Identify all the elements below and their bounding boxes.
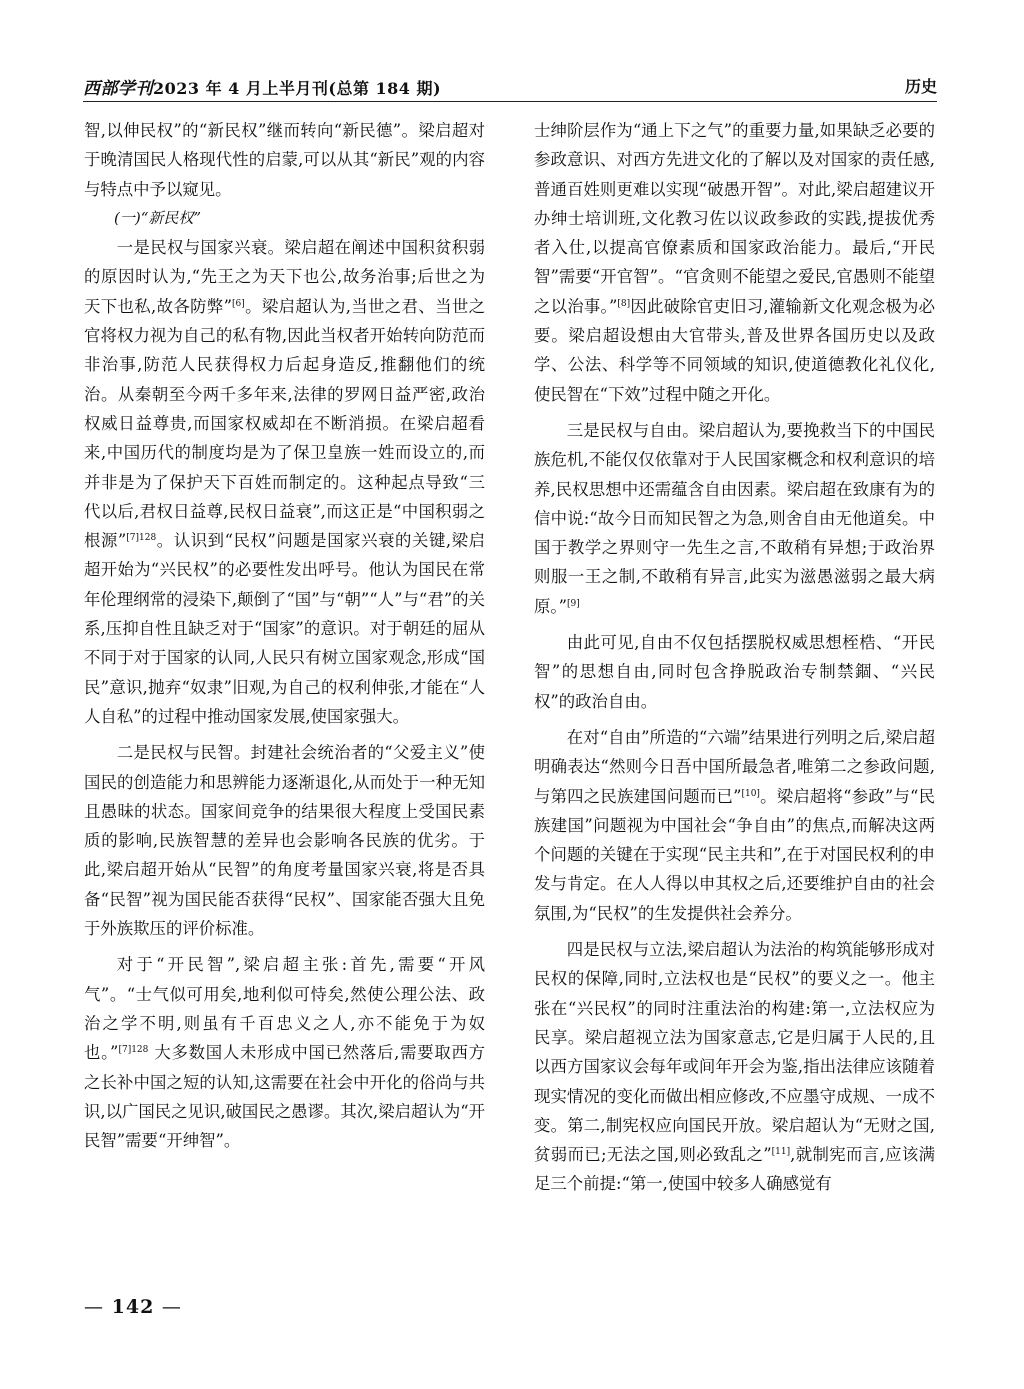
- citation: [7]128: [126, 533, 157, 544]
- footer-dash-right: —: [161, 1296, 182, 1318]
- paragraph: 士绅阶层作为“通上下之气”的重要力量,如果缺乏必要的参政意识、对西方先进文化的了解以及对国家的责任感,普通百姓则更难以实现“破愚开智”。对此,梁启超建议开办绅士培训班,文化教习佐以议政参政的实践,提拔优秀者入仕,以提高官僚素质和国家政治能力。最后,“开民智”需要“开官智”。“官贪则不能望之爱民,官愚则不能望之以治事。”[8]因此破除官吏旧习,灌输新文化观念极为必要。梁启超设想由大官带头,普及世界各国历史以及政学、公法、科学等不同领域的知识,使道德教化礼仪化,使民智在“下效”过程中随之开化。: [534, 121, 935, 404]
- header-rule: [83, 101, 937, 102]
- citation: [9]: [566, 598, 580, 609]
- paragraph: 四是民权与立法,梁启超认为法治的构筑能够形成对民权的保障,同时,立法权也是“民权”的要义之一。他主张在“兴民权”的同时注重法治的构建:第一,立法权应为民享。梁启超视立法为国家意志,它是归属于人民的,且以西方国家议会每年或间年开会为鉴,指出法律应该随着现实情况的变化而做出相应修改,不应墨守成规、一成不变。第二,制宪权应向国民开放。梁启超认为“无财之国,贫弱而已;无法之国,则必致乱之”[11],就制宪而言,应该满足三个前提:“第一,使国中较多人确感觉有: [534, 940, 935, 1194]
- paragraph: 智,以伸民权”的“新民权”继而转向“新民德”。梁启超对于晚清国民人格现代性的启蒙,可以从其“新民”观的内容与特点中予以窥见。: [84, 121, 485, 199]
- paragraph: 对于“开民智”,梁启超主张:首先,需要“开风气”。“士气似可用矣,地利似可恃矣,然使公理公法、政治之学不明,则虽有千百忠义之人,亦不能免于为奴也。”$^{[7]128}$ 大多数国人未形成中国已然落后,需要取西方之长补中国之短的认知,这需要在社会中开化的俗尚与共识,以广国民之见识,破国民之愚谬。其次,梁启超认为“开民智”需要“开绅智”。: [84, 955, 486, 1151]
- journal-issue-line: [83, 74, 441, 99]
- paragraph: 三是民权与自由。梁启超认为,要挽救当下的中国民族危机,不能仅仅依靠对于人民国家概念和权利意识的培养,民权思想中还需蕴含自由因素。梁启超在致康有为的信中说:“故今日而知民智之为急,则舍自由无他道矣。中国于教学之界则守一先生之言,不敢稍有异想;于政治界则服一王之制,不敢稍有异言,此实为滋愚滋弱之最大病原。”[9]: [534, 420, 935, 616]
- subsection-heading: (一)“新民权”: [114, 208, 202, 227]
- paragraph: 二是民权与民智。封建社会统治者的“父爱主义”使国民的创造能力和思辨能力逐渐退化,从而处于一种无知且愚昧的状态。国家间竞争的结果很大程度上受国民素质的影响,民族智慧的差异也会影响各民族的优劣。于此,梁启超开始从“民智”的角度考量国家兴衰,将是否具备“民智”视为国民能否获得“民权”、国家能否强大且免于外族欺压的评价标准。: [84, 743, 485, 939]
- paragraph: 一是民权与国家兴衰。梁启超在阐述中国积贫积弱的原因时认为,“先王之为天下也公,故务治事;后世之为天下也私,故各防弊”[6]。梁启超认为,当世之君、当世之官将权力视为自己的私有物,因此当权者开始转向防范而非治事,防范人民获得权力后起身造反,推翻他们的统治。从秦朝至今两千多年来,法律的罗网日益严密,政治权威日益尊贵,而国家权威却在不断消损。在梁启超看来,中国历代的制度均是为了保卫皇族一姓而设立的,而并非是为了保护天下百姓而制定的。这种起点导致“三代以后,君权日益尊,民权日益衰”,而这正是“中国积弱之根源”$^{[7]128}$。认识到“民权”问题是国家兴衰的关键,梁启超开始为“兴民权”的必要性发出呼号。他认为国民在常年伦理纲常的浸染下,颠倒了“国”与“朝”“人”与“君”的关系,压抑自性且缺乏对于“国家”的意识。对于朝廷的屈从不同于对于国家的认同,人民只有树立国家观念,形成“国民”意识,抛弃“奴隶”旧观,为自己的权利伸张,才能在“人人自私”的过程中推动国家发展,使国家强大。: [84, 238, 486, 726]
- issue-info: 2023 年 4 月上半月刊(总第 184 期): [153, 79, 442, 98]
- right-column: [534, 116, 935, 1199]
- citation: [8]: [617, 298, 631, 309]
- left-column: [84, 116, 485, 1155]
- paragraph: 在对“自由”所造的“六端”结果进行列明之后,梁启超明确表达“然则今日吾中国所最急者,唯第二之参政问题,与第四之民族建国问题而已”[10]。梁启超将“参政”与“民族建国”问题视为中国社会“争自由”的焦点,而解决这两个问题的关键在于实现“民主共和”,在于对国民权利的申发与肯定。在人人得以申其权之后,还要维护自由的社会氛围,为“民权”的生发提供社会养分。: [534, 727, 935, 923]
- journal-name: 西部学刊: [83, 79, 153, 99]
- page-footer: [84, 1296, 182, 1318]
- page-number: 142: [111, 1296, 155, 1318]
- citation: [7]128: [118, 1045, 149, 1056]
- citation: [10]: [741, 788, 760, 799]
- citation: [11]: [771, 1147, 791, 1158]
- footer-dash-left: —: [84, 1296, 104, 1318]
- citation: [6]: [232, 298, 245, 309]
- running-header: [83, 72, 937, 98]
- section-title: 历史: [904, 77, 937, 96]
- paragraph: 由此可见,自由不仅包括摆脱权威思想桎梏、“开民智”的思想自由,同时包含挣脱政治专制禁錮、“兴民权”的政治自由。: [534, 633, 935, 711]
